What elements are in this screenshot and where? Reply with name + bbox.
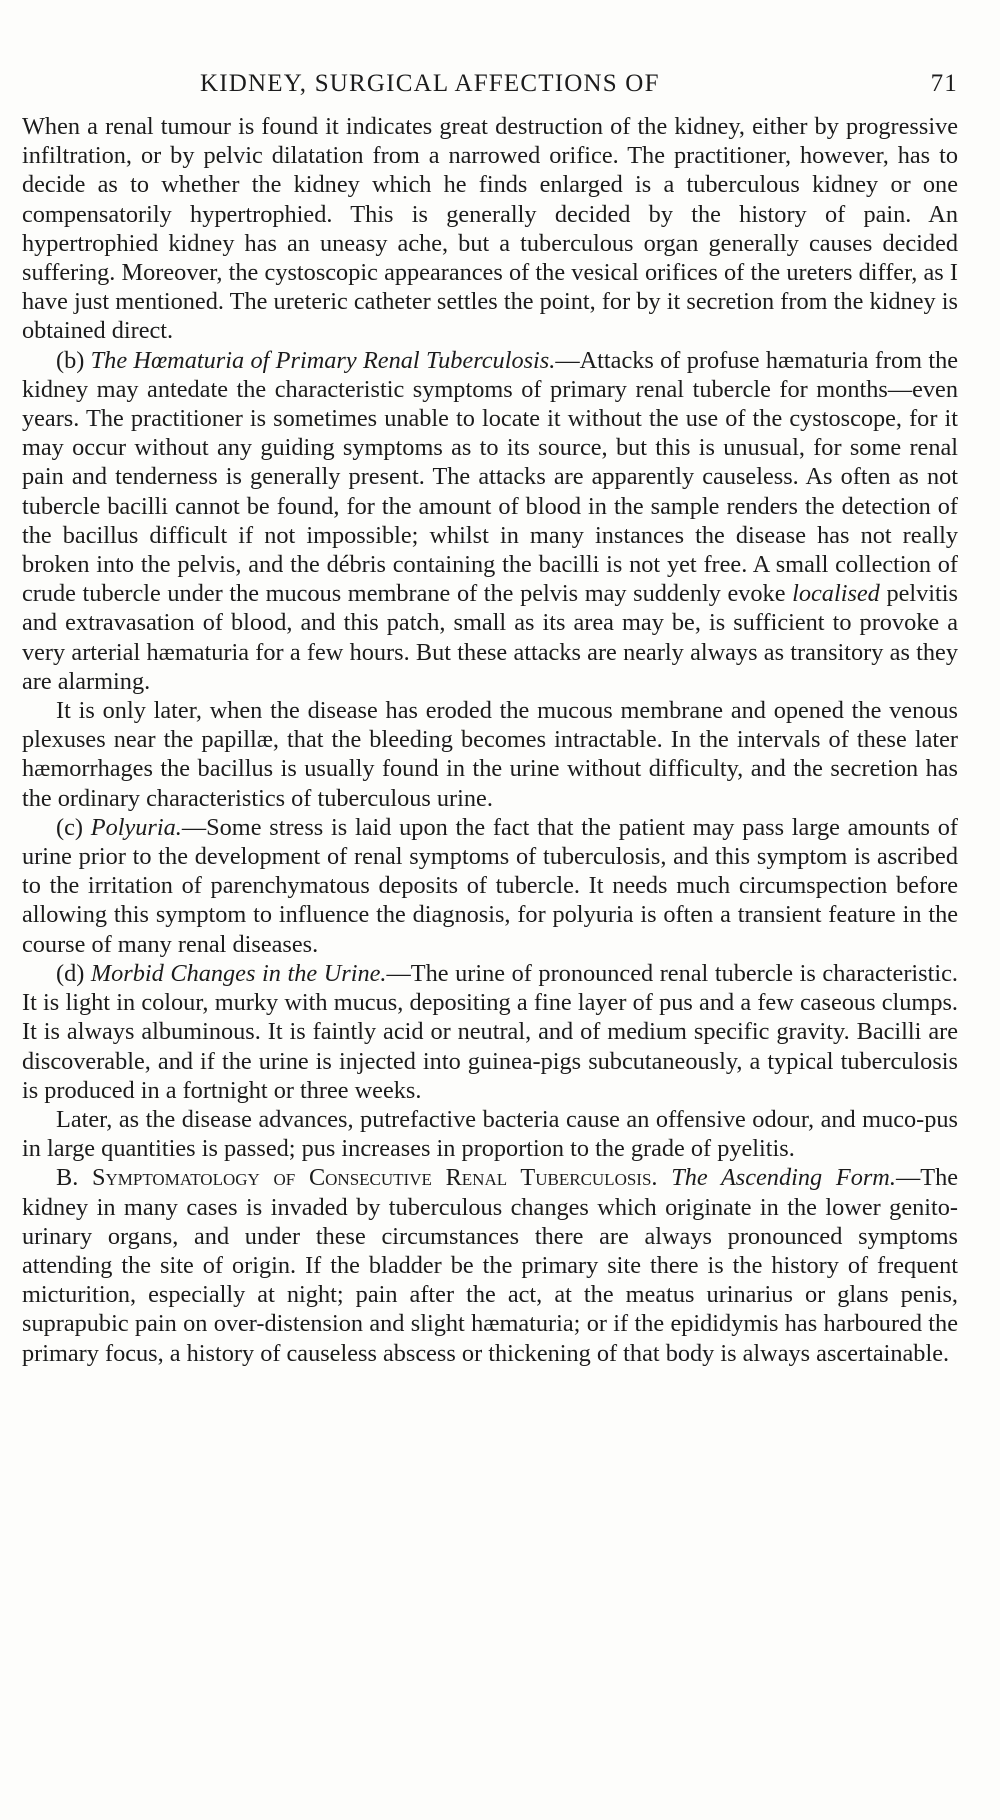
paragraph-later-stage — [22, 696, 958, 813]
section-heading: The Hœmaturia of Primary Renal Tuberculosis. — [90, 346, 556, 374]
body-text — [22, 112, 958, 1368]
section-subheading: The Ascending Form. — [671, 1164, 896, 1192]
section-haematuria — [22, 346, 958, 696]
paragraph-text: —The kidney in many cases is invaded by tuberculous changes which originate in the lower genito-urinary organs, and under these circumstances there are always pronounced symptoms attending the site of origin. If the bladder be the primary site there is the history of frequent micturition, especially at night; pain after the act, at the meatus urinarius or glans penis, suprapubic pain on over-distension and slight hæmaturia; or if the epididymis has harboured the primary focus, a history of causeless abscess or thickening of that body is always ascertainable. — [22, 1164, 959, 1367]
section-heading: Polyuria. — [90, 813, 182, 841]
paragraph-putrefaction — [22, 1105, 958, 1163]
section-symptomatology — [22, 1163, 958, 1367]
book-page — [22, 60, 958, 1368]
paragraph-text: —Attacks of profuse hæmaturia from the kidney may antedate the characteristic symptoms of primary renal tubercle for months—even years. The practitioner is sometimes unable to locate it without the use of the cystoscope, for it may occur without any guiding symptoms as to its source, but this is unusual, for some renal pain and tenderness is generally present. The attacks are apparently causeless. As often as not tubercle bacilli cannot be found, for the amount of blood in the sample renders the detection of the bacillus difficult if not impossible; whilst in many instances the disease has not really broken into the pelvis, and the débris containing the bacilli is not yet free. A small collection of crude tubercle under the mucous membrane of the pelvis may suddenly evoke — [22, 346, 959, 608]
section-heading: Symptomatology of Consecutive Renal Tuberculosis. — [92, 1164, 658, 1192]
running-title: KIDNEY, SURGICAL AFFECTIONS OF — [200, 70, 660, 97]
section-marker: (d) — [56, 959, 85, 987]
running-head — [22, 60, 958, 112]
page-number: 71 — [930, 70, 958, 97]
paragraph-text: It is only later, when the disease has eroded the mucous membrane and opened the venous plexuses near the papillæ, that the bleeding becomes intractable. In the intervals of these later hæmorrhages the bacillus is usually found in the urine without difficulty, and the secretion has the ordinary characteristics of tuberculous urine. — [22, 697, 958, 812]
section-morbid-changes — [22, 959, 958, 1105]
paragraph-renal-tumour — [22, 112, 958, 346]
section-marker: (b) — [56, 346, 85, 374]
emphasis-text: localised — [792, 580, 880, 608]
paragraph-text: When a renal tumour is found it indicates great destruction of the kidney, either by progressive infiltration, or by pelvic dilatation from a narrowed orifice. The practitioner, however, has to decide as to whether the kidney which he finds enlarged is a tuberculous kidney or one compensatorily hypertrophied. This is generally decided by the history of pain. An hypertrophied kidney has an uneasy ache, but a tuberculous organ generally causes decided suffering. Moreover, the cystoscopic appearances of the vesical orifices of the ureters differ, as I have just mentioned. The ureteric catheter settles the point, for by it secretion from the kidney is obtained direct. — [22, 113, 958, 345]
paragraph-text: —The urine of pronounced renal tubercle is characteristic. It is light in colour, murky with mucus, depositing a fine layer of pus and a few caseous clumps. It is always albuminous. It is faintly acid or neutral, and of medium specific gravity. Bacilli are discoverable, and if the urine is injected into guinea-pigs subcutaneously, a typical tuberculosis is produced in a fortnight or three weeks. — [22, 959, 958, 1104]
paragraph-text: —Some stress is laid upon the fact that the patient may pass large amounts of urine prior to the development of renal symptoms of tuberculosis, and this symptom is ascribed to the irritation of parenchymatous deposits of tubercle. It needs much circumspection before allowing this symptom to influence the diagnosis, for polyuria is often a transient feature in the course of many renal diseases. — [22, 813, 958, 958]
section-heading: Morbid Changes in the Urine. — [90, 959, 387, 987]
section-marker: (c) — [56, 813, 83, 841]
paragraph-text: Later, as the disease advances, putrefactive bacteria cause an offensive odour, and muco-pus in large quantities is passed; pus increases in proportion to the grade of pyelitis. — [22, 1105, 958, 1163]
paragraph-text: pelvitis and extravasation of blood, and this patch, small as its area may be, is sufficient to provoke a very arterial hæmaturia for a few hours. But these attacks are nearly always as transitory as they are alarming. — [22, 580, 958, 695]
section-marker: B. — [56, 1164, 79, 1192]
section-polyuria — [22, 813, 958, 959]
